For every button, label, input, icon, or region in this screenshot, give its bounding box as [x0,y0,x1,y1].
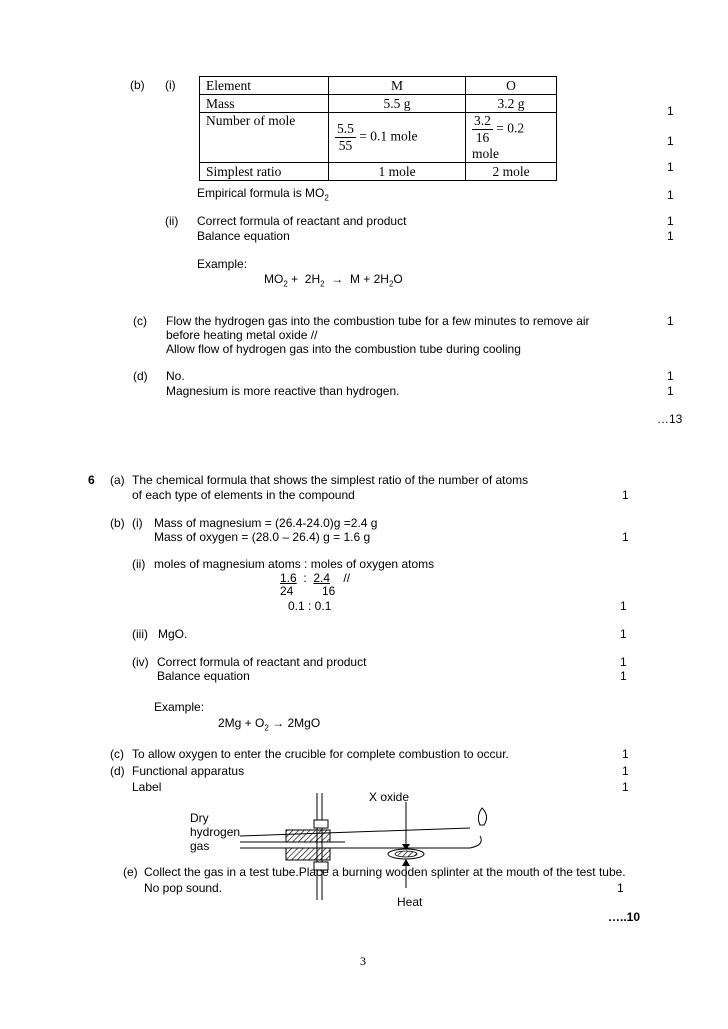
mark: 1 [620,627,627,641]
ratio-table [199,76,557,181]
eq-part: O [393,272,403,286]
example-label: Example: [197,257,248,271]
denominator: 55 [338,138,353,153]
mole-result: = 0.1 mole [359,128,418,144]
q6-total: …..10 [608,910,641,924]
stopper [286,848,330,860]
table-cell [329,113,466,163]
q5-c-label: (c) [133,314,147,328]
eq-part: M + 2H [349,272,389,286]
q6-c-text: To allow oxygen to enter the crucible for complete combustion to occur. [132,747,509,761]
mark: 1 [667,369,674,383]
equation [264,272,403,288]
subscript: 2 [388,279,394,289]
denominator: 24 [280,584,294,598]
subscript: 2 [324,193,329,203]
q6-d-label: (d) [110,764,125,778]
q5-b-label: (b) [130,78,145,92]
separator: : [296,571,314,585]
q6-c-label: (c) [110,747,124,761]
table-cell: 2 mole [466,163,557,181]
x-oxide-label: X oxide [369,790,410,804]
mole-ratio-fractions [280,571,350,585]
mark: 1 [667,160,674,174]
numerator: 3.2 [474,113,491,128]
eq-part: 2MgO [287,716,321,730]
arrow-icon: → [331,272,344,286]
q6-d-text: Functional apparatus [132,764,245,778]
q6-e-line: No pop sound. [144,881,223,895]
q6-a-label: (a) [110,473,125,487]
table-cell: Number of mole [200,113,329,163]
fraction [472,113,493,146]
table-cell: 5.5 g [329,95,466,113]
flame-icon [478,808,486,825]
heat-label: Heat [397,895,423,909]
q5-bii-line: Balance equation [197,229,290,243]
q5-d-line: No. [166,369,185,383]
subscript: 2 [320,279,325,289]
mark: 1 [617,881,624,895]
q5-bii-line: Correct formula of reactant and product [197,214,407,228]
q6-e-line: Collect the gas in a test tube.Place a burning wooden splinter at the mouth of the test tube. [144,865,626,879]
table-cell [466,113,557,163]
mark: 1 [620,599,627,613]
q6-biii-label: (iii) [132,627,148,641]
q6-a-line: The chemical formula that shows the simplest ratio of the number of atoms [132,473,529,487]
mark: 1 [667,314,674,328]
q5-d-line: Magnesium is more reactive than hydrogen. [166,384,400,398]
subscript: 2 [283,279,288,289]
apparatus-diagram [180,790,500,905]
gas-label: hydrogen [190,825,241,839]
table-header-row [200,77,557,95]
numerator: 2.4 [313,571,331,585]
mark: 1 [620,669,627,683]
arrow-icon: → [272,716,285,730]
subscript: 2 [264,723,269,733]
q6-a-line: of each type of elements in the compound [132,488,355,502]
page-number: 3 [360,954,366,968]
table-cell: 3.2 g [466,95,557,113]
q5-c-line: Flow the hydrogen gas into the combustion tube for a few minutes to remove air [166,314,590,328]
q6-e-label: (e) [123,865,138,879]
mole-result: = 0.2 mole [472,120,525,161]
eq-part: MO [264,272,284,286]
label-text: Label [132,780,162,794]
empirical-text: Empirical formula is MO [197,186,325,200]
mark: 1 [667,384,674,398]
mark: 1 [622,780,629,794]
mark: 1 [667,188,674,202]
mark: 1 [622,488,629,502]
numerator: 1.6 [280,571,297,585]
eq-part: 2Mg + O [218,716,265,730]
mark: 1 [667,104,674,118]
mark: 1 [667,134,674,148]
q6-bii-line: moles of magnesium atoms : moles of oxygen atoms [154,557,435,571]
mark: 1 [667,229,674,243]
table-cell: Mass [200,95,329,113]
denominator: 16 [322,584,336,598]
q6-biv-line: Balance equation [157,669,250,683]
empirical-formula [197,186,329,202]
example-label: Example: [154,700,205,714]
q6-biv-label: (iv) [132,655,149,669]
x-oxide [395,851,417,857]
separator: // [330,571,351,585]
table-row [200,95,557,113]
table-row [200,163,557,181]
q6-biv-line: Correct formula of reactant and product [157,655,367,669]
q6-bi-line: Mass of magnesium = (26.4-24.0)g =2.4 g [154,516,378,530]
numerator: 5.5 [337,121,354,136]
stopper [286,830,330,842]
q6-biii-text: MgO. [158,627,188,641]
gas-label: gas [190,839,210,853]
q6-bi-line: Mass of oxygen = (28.0 – 26.4) g = 1.6 g [154,530,371,544]
q6-bii-label: (ii) [132,557,146,571]
q5-d-label: (d) [133,369,148,383]
gas-label: Dry [190,811,209,825]
q6-bi-label: (i) [132,516,143,530]
fraction [335,121,356,154]
mark: 1 [622,747,629,761]
q5-c-line: Allow flow of hydrogen gas into the combustion tube during cooling [166,342,521,356]
q5-bii-label: (ii) [165,214,179,228]
mark: 1 [667,214,674,228]
q6-number: 6 [88,473,95,487]
mole-ratio: 0.1 : 0.1 [288,599,332,613]
mark: 1 [622,530,629,544]
mark: 1 [620,655,627,669]
table-cell: Element [200,77,329,95]
table-cell: 1 mole [329,163,466,181]
equation [218,716,320,732]
denominator: 16 [475,130,490,145]
eq-part: + 2H [287,272,321,286]
table-cell: Simplest ratio [200,163,329,181]
table-cell: O [466,77,557,95]
mark: 1 [622,764,629,778]
q5-c-line: before heating metal oxide // [166,328,318,342]
table-row [200,113,557,163]
q5-total: …13 [657,412,683,426]
q6-b-label: (b) [110,516,125,530]
q5-bi-label: (i) [165,78,176,92]
table-cell: M [329,77,466,95]
